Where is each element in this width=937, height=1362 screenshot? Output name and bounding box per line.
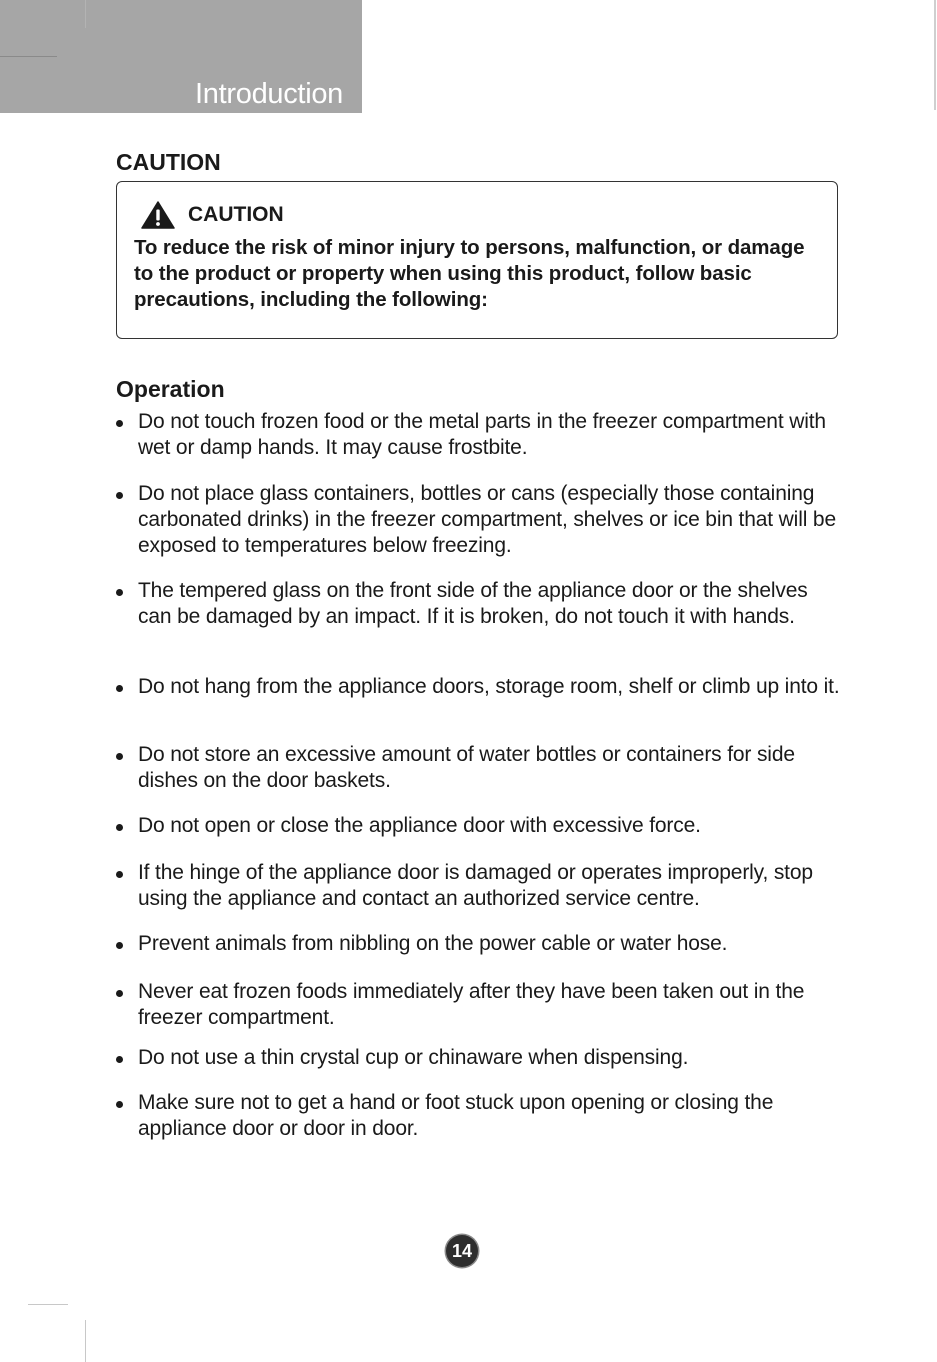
list-item-text: If the hinge of the appliance door is damaged or operates improperly, stop using the appliance and contact an authorized service centre. (138, 861, 813, 910)
list-item-text: Do not place glass containers, bottles or cans (especially those containing carbonated drinks) in the freezer compartment, shelves or ice bin that will be exposed to temperatures below freezing. (138, 482, 836, 557)
crop-mark (0, 56, 57, 57)
chapter-title: Introduction (195, 78, 343, 110)
bullet-icon (116, 942, 123, 949)
crop-mark (85, 0, 86, 28)
list-item-text: Do not store an excessive amount of water bottles or containers for side dishes on the door baskets. (138, 743, 795, 792)
bullet-icon (116, 1101, 123, 1108)
bullet-icon (116, 871, 123, 878)
list-item-text: The tempered glass on the front side of the appliance door or the shelves can be damaged by an impact. If it is broken, do not touch it with hands. (138, 579, 808, 628)
caution-label: CAUTION (188, 203, 284, 226)
list-item-text: Do not touch frozen food or the metal parts in the freezer compartment with wet or damp hands. It may cause frostbite. (138, 410, 826, 459)
caution-section-title: CAUTION (116, 149, 221, 175)
caution-box (116, 181, 838, 339)
list-item-text: Do not open or close the appliance door with excessive force. (138, 814, 701, 837)
caution-text: To reduce the risk of minor injury to persons, malfunction, or damage to the product or property when using this product, follow basic precautions, including the following: (134, 236, 805, 311)
caution-heading (141, 201, 284, 229)
crop-mark (28, 1304, 68, 1305)
bullet-icon (116, 990, 123, 997)
bullet-icon (116, 589, 123, 596)
bullet-icon (116, 420, 123, 427)
list-item-text: Never eat frozen foods immediately after they have been taken out in the freezer compartment. (138, 980, 805, 1029)
bullet-icon (116, 492, 123, 499)
page-number-badge: 14 (446, 1235, 478, 1267)
list-item-text: Prevent animals from nibbling on the power cable or water hose. (138, 932, 728, 955)
crop-mark (934, 0, 936, 110)
operation-title: Operation (116, 376, 225, 402)
bullet-icon (116, 685, 123, 692)
list-item-text: Make sure not to get a hand or foot stuck upon opening or closing the appliance door or door in door. (138, 1091, 774, 1140)
bullet-icon (116, 824, 123, 831)
list-item-text: Do not use a thin crystal cup or chinaware when dispensing. (138, 1046, 689, 1069)
list-item-text: Do not hang from the appliance doors, storage room, shelf or climb up into it. (138, 675, 840, 698)
bullet-icon (116, 753, 123, 760)
warning-triangle-icon (141, 201, 175, 229)
crop-mark (85, 1320, 86, 1362)
bullet-icon (116, 1056, 123, 1063)
